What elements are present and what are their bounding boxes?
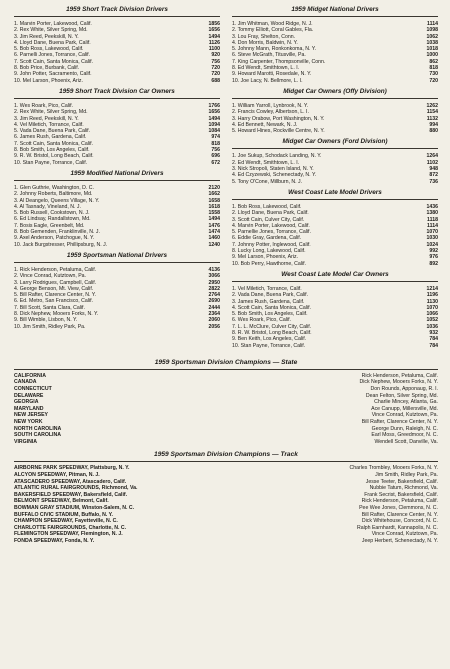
- champion-name: Vince Conrad, Kutztown, Pa.: [371, 412, 438, 419]
- points-value: 1474: [208, 229, 220, 236]
- champion-name: Frank Secrist, Bakersfield, Calif.: [364, 491, 438, 498]
- champion-location: FONDA SPEEDWAY, Fonda, N. Y.: [14, 537, 95, 544]
- points-value: 892: [429, 260, 438, 267]
- champion-name: Earl Moss, Greedmoor, N. C.: [371, 432, 438, 439]
- points-value: 2690: [208, 298, 220, 305]
- entrant-name: 7. Johnny Potter, Inglewood, Calif.: [232, 241, 311, 248]
- entrant-name: 10. Bob Perry, Hawthorne, Calif.: [232, 260, 307, 267]
- entrant-name: 6. Ed. Metro, San Francisco, Calif.: [14, 298, 93, 305]
- entrant-name: 10. Joe Lacy, N. Bellmore, L. I.: [232, 77, 303, 84]
- champion-row: [14, 518, 438, 525]
- points-value: 1154: [426, 109, 438, 116]
- entrant-name: 10. Stan Payne, Torrance, Calif.: [14, 159, 88, 166]
- entrant-name: 2. Lloyd Dane, Buena Park, Calif.: [232, 210, 309, 217]
- entrant-name: 7. L. L. McClure, Culver City, Calif.: [232, 323, 312, 330]
- divider: [14, 180, 220, 181]
- points-value: 2822: [208, 285, 220, 292]
- standings-row: [232, 261, 438, 267]
- points-value: 2950: [208, 279, 220, 286]
- section-title: 1959 Sportsman Division Champions — Track: [154, 451, 298, 459]
- points-value: 736: [429, 178, 438, 185]
- points-value: 818: [429, 65, 438, 72]
- entrant-name: 5. Bob Russell, Cookstown, N. J.: [14, 210, 90, 217]
- champion-name: Rick Henderson, Petaluma, Calif.: [361, 498, 438, 505]
- points-value: 1558: [208, 210, 220, 217]
- standings-row: [14, 160, 220, 166]
- champion-location: CONNECTICUT: [14, 386, 52, 393]
- champion-name: Jesse Teeter, Bakersfield, Calif.: [365, 478, 438, 485]
- points-value: 1062: [426, 33, 438, 40]
- champion-name: Dick Whitehouse, Concord, N. C.: [361, 518, 438, 525]
- entrant-name: 2. Vince Conrad, Kutztown, Pa.: [14, 273, 86, 280]
- state-champions-section: [14, 359, 438, 446]
- points-value: 992: [429, 248, 438, 255]
- champion-name: Jeep Herbert, Schenectady, N. Y.: [361, 537, 438, 544]
- champion-row: [14, 498, 438, 505]
- entrant-name: 8. Bob Gemenden, Franklinville, N. J.: [14, 229, 100, 236]
- champion-name: Dean Felton, Silver Spring, Md.: [365, 392, 438, 399]
- champion-row: [14, 432, 438, 439]
- divider: [14, 98, 220, 99]
- entrant-name: 4. Marvin Porter, Lakewood, Calif.: [232, 222, 310, 229]
- points-value: 784: [429, 342, 438, 349]
- champion-location: BUFFALO CIVIC STADIUM, Buffalo, N. Y.: [14, 511, 113, 518]
- entrant-name: 5. Bob Ross, Lakewood, Calif.: [14, 46, 84, 53]
- entrant-name: 1. William Yarroll, Lynbrook, N. Y.: [232, 102, 309, 109]
- points-value: 2764: [208, 292, 220, 299]
- champion-location: BAKERSFIELD SPEEDWAY, Bakersfield, Calif.: [14, 491, 128, 498]
- champion-location: BOWMAN GRAY STADIUM, Winston-Salem, N. C.: [14, 504, 135, 511]
- champion-row: [14, 393, 438, 400]
- champion-location: VIRGINIA: [14, 438, 38, 445]
- points-value: 2060: [208, 317, 220, 324]
- points-value: 1018: [426, 46, 438, 53]
- entrant-name: 6. Wes Roark, Pico, Calif.: [232, 317, 292, 324]
- entrant-name: 5. Parnellie Jones, Torrance, Calif.: [232, 229, 311, 236]
- champion-location: CHARLOTTE FAIRGROUNDS, Charlotte, N. C.: [14, 524, 127, 531]
- entrant-name: 3. Harry Orabow, Port Washington, N. Y.: [232, 115, 325, 122]
- entrant-name: 8. R. W. Bristol, Long Beach, Calif.: [232, 329, 312, 336]
- entrant-name: 4. George Benson, Mt. View, Calif.: [14, 285, 94, 292]
- standings-section: [232, 6, 438, 84]
- entrant-name: 6. Parnelli Jones, Torrance, Calif.: [14, 52, 91, 59]
- points-value: 974: [211, 134, 220, 141]
- entrant-name: 8. Lucky Long, Lakewood, Calif.: [232, 248, 306, 255]
- section-title: 1959 Short Track Division Car Owners: [59, 87, 175, 95]
- standings-row: [232, 128, 438, 134]
- section-title: Midget Car Owners (Ford Division): [282, 138, 388, 146]
- entrant-name: 8. Dick Nephew, Mooers Forks, N. Y.: [14, 310, 99, 317]
- champion-location: NORTH CAROLINA: [14, 425, 62, 432]
- entrant-name: 7. Bill Scott, Santa Clara, Calif.: [14, 304, 85, 311]
- points-value: 2120: [208, 184, 220, 191]
- points-value: 1038: [426, 39, 438, 46]
- entrant-name: 10. Jack Burgstresser, Phillipsburg, N. J.: [14, 241, 108, 248]
- entrant-name: 5. Tony O'Cone, Millburn, N. J.: [232, 178, 303, 185]
- champion-row: [14, 492, 438, 499]
- points-value: 1766: [208, 102, 220, 109]
- champion-location: AIRBORNE PARK SPEEDWAY, Plattsburg, N. Y.: [14, 465, 130, 472]
- champion-name: Nubbie Tatum, Richmond, Va.: [369, 485, 438, 492]
- champion-name: Jim Smith, Ridley Park, Pa.: [375, 472, 438, 478]
- entrant-name: 9. Mel Larson, Phoenix, Ariz.: [232, 254, 299, 261]
- champion-row: [14, 538, 438, 545]
- entrant-name: 4. Lloyd Dane, Buena Park, Calif.: [14, 39, 91, 46]
- champion-row: [14, 505, 438, 512]
- points-value: 1118: [427, 216, 438, 223]
- divider: [232, 16, 438, 17]
- standings-section: [14, 252, 220, 330]
- points-value: 1856: [208, 21, 220, 27]
- points-value: 688: [211, 77, 220, 84]
- champion-name: Vince Conrad, Kutztown, Pa.: [371, 531, 438, 538]
- standings-row: [14, 324, 220, 330]
- entrant-name: 4. Ed Bennett, Newark, N. J.: [232, 121, 298, 128]
- entrant-name: 9. Ben Keith, Los Angeles, Calif.: [232, 336, 307, 343]
- points-value: 3066: [208, 273, 220, 280]
- divider: [14, 16, 220, 17]
- entrant-name: 10. Mel Larson, Phoenix, Ariz.: [14, 77, 83, 84]
- points-value: 2056: [208, 323, 220, 330]
- entrant-name: 4. Don Morris, Baldwin, N. Y.: [232, 39, 298, 46]
- points-value: 1240: [208, 241, 220, 248]
- entrant-name: 1. Jim Whitman, Wood Ridge, N. J.: [232, 21, 313, 27]
- entrant-name: 2. Johnny Roberts, Baltimore, Md.: [14, 191, 93, 198]
- points-value: 1036: [426, 323, 438, 330]
- points-value: 1102: [426, 159, 438, 166]
- points-value: 1662: [208, 191, 220, 198]
- champion-name: George Dunn, Raleigh, N. C.: [371, 425, 438, 432]
- champion-location: CANADA: [14, 379, 37, 386]
- points-value: 720: [211, 65, 220, 72]
- points-value: 1130: [426, 298, 438, 305]
- champion-name: Charlie Mincey, Atlanta, Ga.: [374, 399, 438, 406]
- right-column: [232, 6, 438, 353]
- champion-row: [14, 472, 438, 479]
- points-value: 862: [429, 58, 438, 65]
- section-title: 1959 Sportsman National Drivers: [66, 251, 168, 259]
- champion-location: BELMONT SPEEDWAY, Belmont, Calif.: [14, 498, 109, 505]
- entrant-name: 4. Scott Cain, Santa Monica, Calif.: [232, 304, 312, 311]
- entrant-name: 5. Bill Rafter, Clarence Center, N. Y.: [14, 292, 96, 299]
- entrant-name: 3. Jim Reed, Peekskill, N. Y.: [14, 33, 79, 40]
- standings-section: [232, 271, 438, 349]
- entrant-name: 1. Rick Henderson, Petaluma, Calif.: [14, 266, 97, 273]
- points-value: 1114: [427, 222, 438, 229]
- points-value: 880: [429, 128, 438, 135]
- champion-name: Ralph Earnhardt, Kannapolis, N. C.: [356, 524, 438, 531]
- section-title: West Coast Late Model Drivers: [288, 188, 382, 196]
- standings-section: [14, 170, 220, 248]
- entrant-name: 2. Tommy Elliott, Coral Gables, Fla.: [232, 27, 314, 34]
- points-value: 932: [429, 329, 438, 336]
- champion-location: FLEMINGTON SPEEDWAY, Flemington, N. J.: [14, 531, 123, 538]
- champion-name: Ace Canupp, Millersville, Md.: [371, 405, 438, 412]
- champion-row: [14, 386, 438, 393]
- entrant-name: 5. Johnny Mann, Ronkonkoma, N. Y.: [232, 46, 317, 53]
- points-value: 1126: [208, 39, 220, 46]
- standings-row: [232, 78, 438, 84]
- champion-location: ALCYON SPEEDWAY, Pitman, N. J.: [14, 472, 100, 478]
- points-value: 1656: [208, 109, 220, 116]
- points-value: 730: [429, 71, 438, 78]
- points-value: 1084: [208, 128, 220, 135]
- points-value: 1262: [426, 102, 438, 109]
- section-title: 1959 Short Track Division Drivers: [66, 6, 168, 13]
- entrant-name: 9. Axel Anderson, Patchogue, N. Y.: [14, 235, 95, 242]
- points-value: 1094: [208, 121, 220, 128]
- points-value: 1052: [426, 317, 438, 324]
- points-value: 2444: [208, 304, 220, 311]
- divider: [232, 281, 438, 282]
- champion-name: Bill Rafter, Clarence Center, N. Y.: [361, 511, 438, 518]
- points-value: 976: [429, 254, 438, 261]
- standings-section: [14, 88, 220, 166]
- entrant-name: 3. Jim Reed, Peekskill, N. Y.: [14, 115, 79, 122]
- section-title: 1959 Midget National Drivers: [291, 6, 379, 13]
- champion-row: [14, 485, 438, 492]
- champion-location: CHAMPION SPEEDWAY, Fayetteville, N. C.: [14, 518, 118, 525]
- entrant-name: 6. James Rush, Gardena, Calif.: [14, 134, 87, 141]
- points-value: 696: [211, 153, 220, 160]
- champion-name: Rick Henderson, Petaluma, Calif.: [361, 372, 438, 379]
- standings-row: [232, 179, 438, 185]
- section-title: Midget Car Owners (Offy Division): [283, 87, 387, 95]
- entrant-name: 1. Wes Roark, Pico, Calif.: [14, 102, 74, 109]
- entrant-name: 10. Stan Payne, Torrance, Calif.: [232, 342, 306, 349]
- entrant-name: 5. Howard Hines, Rockville Centre, N. Y.: [232, 128, 325, 135]
- points-value: 948: [429, 166, 438, 173]
- state-champions-list: [14, 373, 438, 446]
- points-value: 1618: [208, 203, 220, 210]
- entrant-name: 7. King Carpenter, Thompsonville, Conn.: [232, 58, 326, 65]
- points-value: 872: [429, 172, 438, 179]
- champion-name: Pee Wee Jones, Clemmons, N. C.: [359, 504, 438, 511]
- points-value: 720: [429, 77, 438, 84]
- entrant-name: 2. Vada Dane, Buena Park, Calif.: [232, 292, 309, 299]
- champion-location: NEW YORK: [14, 419, 43, 426]
- divider: [232, 98, 438, 99]
- points-value: 1460: [208, 235, 220, 242]
- entrant-name: 7. Bosis Eagle, Greenbelt, Md.: [14, 222, 85, 229]
- champion-row: [14, 379, 438, 386]
- points-value: 920: [211, 52, 220, 59]
- champion-location: SOUTH CAROLINA: [14, 432, 61, 439]
- points-value: 4136: [208, 266, 220, 273]
- entrant-name: 3. Al Deangelo, Queens Village, N. Y.: [14, 197, 100, 204]
- champion-row: [14, 525, 438, 532]
- points-value: 1380: [426, 210, 438, 217]
- champion-name: Dick Nephew, Mooers Forks, N. Y.: [359, 379, 438, 386]
- entrant-name: 5. Vada Dane, Buena Park, Calif.: [14, 128, 91, 135]
- entrant-name: 4. Ed Czyzewski, Schenectady, N. Y.: [232, 172, 317, 179]
- standings-section: [232, 189, 438, 267]
- champion-row: [14, 373, 438, 380]
- divider: [14, 262, 220, 263]
- points-value: 1214: [426, 285, 438, 292]
- points-value: 720: [211, 71, 220, 78]
- entrant-name: 8. Ed Wendt, Smithtown, L. I.: [232, 65, 300, 72]
- champion-location: GEORGIA: [14, 399, 39, 406]
- points-value: 1476: [208, 222, 220, 229]
- champion-location: ATLANTIC RURAL FAIRGROUNDS, Richmond, Va.: [14, 485, 138, 492]
- champion-row: [14, 465, 438, 472]
- standings-row: [14, 78, 220, 84]
- points-value: 1656: [208, 27, 220, 34]
- entrant-name: 3. Larry Rodrigues, Campbell, Calif.: [14, 279, 97, 286]
- points-value: 784: [429, 336, 438, 343]
- entrant-name: 2. Ed Wendt, Smithtown, L. I.: [232, 159, 300, 166]
- champion-name: Don Rounds, Apponaug, R. I.: [370, 386, 438, 393]
- points-value: 1658: [208, 197, 220, 204]
- champion-name: Charles Trombley, Mooers Forks, N. Y.: [349, 465, 438, 472]
- champion-row: [14, 399, 438, 406]
- divider: [232, 199, 438, 200]
- section-title: 1959 Modified National Drivers: [70, 169, 164, 177]
- points-value: 1100: [208, 46, 220, 53]
- points-value: 1000: [426, 52, 438, 59]
- points-value: 2364: [208, 310, 220, 317]
- entrant-name: 7. Scott Cain, Santa Monica, Calif.: [14, 140, 94, 147]
- points-value: 1494: [208, 33, 220, 40]
- champion-row: [14, 479, 438, 486]
- champion-row: [14, 406, 438, 413]
- entrant-name: 3. Nick Stropoli, Staten Island, N. Y.: [232, 166, 314, 173]
- champion-row: [14, 419, 438, 426]
- entrant-name: 9. R. W. Bristol, Long Beach, Calif.: [14, 153, 94, 160]
- champion-name: Bill Rafter, Clarence Center, N. Y.: [361, 419, 438, 426]
- points-value: 1114: [427, 21, 438, 27]
- points-value: 756: [211, 58, 220, 65]
- champion-location: ATASCADERO SPEEDWAY, Atascadero, Calif.: [14, 478, 127, 485]
- entrant-name: 1. Glen Guthrie, Washington, D. C.: [14, 184, 94, 191]
- entrant-name: 6. Ed Lindsay, Randallstown, Md.: [14, 216, 91, 223]
- champion-location: MARYLAND: [14, 405, 44, 412]
- divider: [14, 369, 438, 370]
- champion-row: [14, 412, 438, 419]
- entrant-name: 8. Bob Smith, Los Angeles, Calif.: [14, 147, 90, 154]
- points-value: 672: [211, 159, 220, 166]
- entrant-name: 9. Howard Marotti, Rosedale, N. Y.: [232, 71, 312, 78]
- champion-location: NEW JERSEY: [14, 412, 49, 419]
- track-champions-section: [14, 451, 438, 544]
- points-value: 756: [211, 147, 220, 154]
- entrant-name: 4. Vel Miletich, Torrance, Calif.: [14, 121, 84, 128]
- points-value: 818: [211, 140, 220, 147]
- entrant-name: 5. Bob Smith, Los Angeles, Calif.: [232, 311, 308, 318]
- entrant-name: 9. Bill Wimble, Lisbon, N. Y.: [14, 317, 78, 324]
- points-value: 1436: [426, 203, 438, 210]
- entrant-name: 2. Rex White, Silver Spring, Md.: [14, 109, 88, 116]
- points-value: 1024: [426, 241, 438, 248]
- points-value: 1066: [426, 311, 438, 318]
- entrant-name: 6. Steve McGrath, Titusville, Pa.: [232, 52, 306, 59]
- entrant-name: 3. James Rush, Gardena, Calif.: [232, 298, 305, 305]
- track-champions-list: [14, 465, 438, 544]
- standings-columns: [14, 6, 438, 353]
- points-value: 1070: [426, 304, 438, 311]
- points-value: 1132: [426, 115, 438, 122]
- entrant-name: 3. Scott Cain, Culver City, Calif.: [232, 216, 305, 223]
- left-column: [14, 6, 220, 353]
- standings-section: [232, 88, 438, 134]
- entrant-name: 2. Francis Cowley, Albertson, L. I.: [232, 109, 309, 116]
- champion-row: [14, 439, 438, 446]
- champion-name: Wendell Scott, Danville, Va.: [374, 438, 438, 445]
- standings-row: [14, 242, 220, 248]
- entrant-name: 1. Vel Miletich, Torrance, Calif.: [232, 285, 302, 292]
- entrant-name: 3. Lou Fray, Shelton, Conn.: [232, 33, 296, 40]
- entrant-name: 4. Al Tasnady, Vineland, N. J.: [14, 203, 81, 210]
- section-title: West Coast Late Model Car Owners: [281, 270, 389, 278]
- standings-section: [232, 138, 438, 184]
- points-value: 1070: [426, 229, 438, 236]
- points-value: 1264: [426, 153, 438, 160]
- divider: [232, 148, 438, 149]
- divider: [14, 461, 438, 462]
- champion-row: [14, 531, 438, 538]
- points-value: 1494: [208, 216, 220, 223]
- entrant-name: 8. Bob Price, Burbank, Calif.: [14, 65, 80, 72]
- entrant-name: 6. Eddie Gray, Gardena, Calif.: [232, 235, 302, 242]
- champion-location: DELAWARE: [14, 392, 44, 399]
- points-value: 1098: [426, 27, 438, 34]
- entrant-name: 7. Scott Cain, Santa Monica, Calif.: [14, 58, 94, 65]
- champion-row: [14, 426, 438, 433]
- entrant-name: 1. Marvin Porter, Lakewood, Calif.: [14, 21, 92, 27]
- entrant-name: 10. Jim Smith, Ridley Park, Pa.: [14, 323, 86, 330]
- points-value: 994: [429, 121, 438, 128]
- entrant-name: 2. Rex White, Silver Spring, Md.: [14, 27, 88, 34]
- points-value: 1494: [208, 115, 220, 122]
- entrant-name: 1. Bob Ross, Lakewood, Calif.: [232, 203, 302, 210]
- champion-row: [14, 512, 438, 519]
- standings-row: [232, 343, 438, 349]
- entrant-name: 1. Joe Sukup, Schodack Landing, N. Y.: [232, 153, 322, 160]
- points-value: 1196: [426, 292, 438, 299]
- points-value: 1030: [426, 235, 438, 242]
- standings-section: [14, 6, 220, 84]
- entrant-name: 9. John Potter, Sacramento, Calif.: [14, 71, 92, 78]
- champion-location: CALIFORNIA: [14, 372, 46, 379]
- section-title: 1959 Sportsman Division Champions — State: [154, 358, 298, 366]
